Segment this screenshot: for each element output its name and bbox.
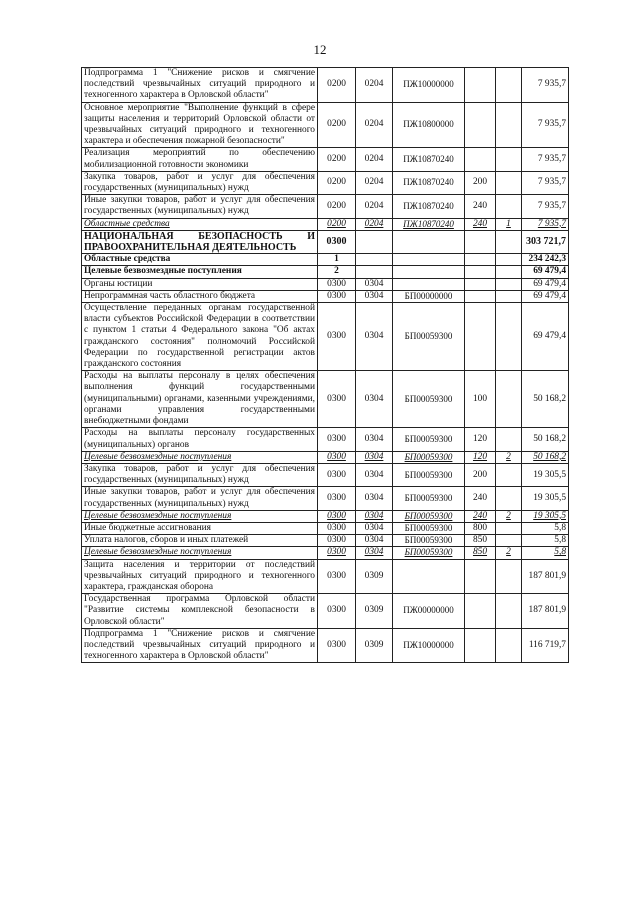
amount: 187 801,9	[522, 559, 569, 594]
row-name: Уплата налогов, сборов и иных платежей	[82, 535, 318, 547]
target-article-code: ПЖ10870240	[393, 148, 465, 171]
amount: 234 242,3	[522, 254, 569, 266]
table-row	[82, 290, 569, 302]
table-row	[82, 559, 569, 594]
expense-type-code	[465, 254, 496, 266]
source-code	[496, 463, 522, 486]
section-code: 0300	[318, 559, 356, 594]
subsection-code: 0304	[356, 510, 393, 522]
expense-type-code: 240	[465, 195, 496, 218]
source-code	[496, 195, 522, 218]
target-article-code: ПЖ10000000	[393, 68, 465, 103]
section-code: 0300	[318, 628, 356, 663]
section-code: 0300	[318, 290, 356, 302]
section-code: 0300	[318, 535, 356, 547]
target-article-code: БП00059300	[393, 547, 465, 559]
expense-type-code: 200	[465, 463, 496, 486]
expense-type-code	[465, 559, 496, 594]
row-name: Расходы на выплаты персоналу в целях обеспечения выполнения функций государственными (муниципальными) органами, казенными учреждениями, органами управления государственными внебюджетными фондами	[82, 371, 318, 428]
source-code	[496, 535, 522, 547]
amount: 5,8	[522, 522, 569, 534]
target-article-code: БП00059300	[393, 487, 465, 510]
subsection-code: 0204	[356, 148, 393, 171]
source-code	[496, 254, 522, 266]
target-article-code: БП00059300	[393, 371, 465, 428]
section-code: 0300	[318, 230, 356, 253]
row-name: Подпрограмма 1 "Снижение рисков и смягчение последствий чрезвычайных ситуаций природного и техногенного характера в Орловской области"	[82, 68, 318, 103]
subsection-code: 0304	[356, 371, 393, 428]
row-name: Непрограммная часть областного бюджета	[82, 290, 318, 302]
table-row	[82, 266, 569, 278]
row-name: НАЦИОНАЛЬНАЯ БЕЗОПАСНОСТЬ И ПРАВООХРАНИТЕЛЬНАЯ ДЕЯТЕЛЬНОСТЬ	[82, 230, 318, 253]
target-article-code: ПЖ10800000	[393, 102, 465, 148]
expense-type-code: 240	[465, 487, 496, 510]
source-code: 2	[496, 451, 522, 463]
amount: 69 479,4	[522, 303, 569, 371]
amount: 69 479,4	[522, 278, 569, 290]
expense-type-code: 240	[465, 218, 496, 230]
target-article-code: ПЖ00000000	[393, 594, 465, 629]
source-code: 2	[496, 547, 522, 559]
section-code: 0300	[318, 451, 356, 463]
target-article-code: ПЖ10870240	[393, 218, 465, 230]
table-row	[82, 547, 569, 559]
section-code: 0300	[318, 510, 356, 522]
table-row	[82, 68, 569, 103]
amount: 7 935,7	[522, 102, 569, 148]
source-code	[496, 428, 522, 451]
amount: 50 168,2	[522, 428, 569, 451]
expense-type-code: 120	[465, 428, 496, 451]
subsection-code: 0309	[356, 594, 393, 629]
subsection-code: 0204	[356, 68, 393, 103]
amount: 7 935,7	[522, 195, 569, 218]
table-row	[82, 371, 569, 428]
target-article-code	[393, 278, 465, 290]
target-article-code	[393, 254, 465, 266]
subsection-code: 0304	[356, 278, 393, 290]
source-code	[496, 487, 522, 510]
table-body	[82, 68, 569, 663]
row-name: Целевые безвозмездные поступления	[82, 547, 318, 559]
expense-type-code: 850	[465, 547, 496, 559]
row-name: Осуществление переданных органам государственной власти субъектов Российской Федерации в соответствии с пунктом 1 статьи 4 Федерального закона "Об актах гражданского состояния" полномочий Российской Федерации по государственной регистрации актов гражданского состояния	[82, 303, 318, 371]
expense-type-code	[465, 628, 496, 663]
section-code: 0200	[318, 171, 356, 194]
table-row	[82, 510, 569, 522]
row-name: Закупка товаров, работ и услуг для обеспечения государственных (муниципальных) нужд	[82, 171, 318, 194]
source-code	[496, 559, 522, 594]
table-row	[82, 463, 569, 486]
section-code: 0300	[318, 547, 356, 559]
subsection-code: 0304	[356, 547, 393, 559]
row-name: Иные закупки товаров, работ и услуг для обеспечения государственных (муниципальных) нужд	[82, 487, 318, 510]
expense-type-code	[465, 594, 496, 629]
table-row	[82, 522, 569, 534]
subsection-code: 0204	[356, 171, 393, 194]
table-row	[82, 102, 569, 148]
source-code	[496, 102, 522, 148]
row-name: Реализация мероприятий по обеспечению мобилизационной готовности экономики	[82, 148, 318, 171]
row-name: Органы юстиции	[82, 278, 318, 290]
table-row	[82, 171, 569, 194]
expense-type-code: 240	[465, 510, 496, 522]
target-article-code: БП00059300	[393, 428, 465, 451]
amount: 7 935,7	[522, 171, 569, 194]
amount: 5,8	[522, 547, 569, 559]
table-row	[82, 451, 569, 463]
source-code: 1	[496, 218, 522, 230]
target-article-code: БП00000000	[393, 290, 465, 302]
amount: 187 801,9	[522, 594, 569, 629]
expense-type-code: 800	[465, 522, 496, 534]
table-row	[82, 195, 569, 218]
table-row	[82, 254, 569, 266]
section-code: 0200	[318, 218, 356, 230]
amount: 116 719,7	[522, 628, 569, 663]
subsection-code: 0204	[356, 102, 393, 148]
source-code	[496, 594, 522, 629]
section-code: 0200	[318, 195, 356, 218]
target-article-code: БП00059300	[393, 451, 465, 463]
row-name: Государственная программа Орловской области "Развитие системы комплексной безопасности в Орловской области"	[82, 594, 318, 629]
subsection-code: 0304	[356, 463, 393, 486]
source-code	[496, 171, 522, 194]
table-row	[82, 594, 569, 629]
target-article-code: БП00059300	[393, 303, 465, 371]
subsection-code	[356, 254, 393, 266]
section-code: 0200	[318, 68, 356, 103]
table-row	[82, 487, 569, 510]
section-code: 0300	[318, 594, 356, 629]
subsection-code	[356, 266, 393, 278]
amount: 303 721,7	[522, 230, 569, 253]
target-article-code: БП00059300	[393, 522, 465, 534]
source-code	[496, 522, 522, 534]
target-article-code: ПЖ10870240	[393, 195, 465, 218]
row-name: Основное мероприятие "Выполнение функций в сфере защиты населения и территорий Орловской области от чрезвычайных ситуаций природного и техногенного характера и обеспечения пожарной безопасности"	[82, 102, 318, 148]
subsection-code: 0304	[356, 428, 393, 451]
amount: 7 935,7	[522, 68, 569, 103]
table-row	[82, 428, 569, 451]
amount: 19 305,5	[522, 510, 569, 522]
table-row	[82, 303, 569, 371]
source-code	[496, 371, 522, 428]
table-row	[82, 278, 569, 290]
expense-type-code	[465, 303, 496, 371]
section-code: 0300	[318, 428, 356, 451]
source-code: 2	[496, 510, 522, 522]
source-code	[496, 278, 522, 290]
expense-type-code	[465, 266, 496, 278]
section-code: 0300	[318, 278, 356, 290]
row-name: Закупка товаров, работ и услуг для обеспечения государственных (муниципальных) нужд	[82, 463, 318, 486]
source-code	[496, 290, 522, 302]
amount: 7 935,7	[522, 148, 569, 171]
row-name: Защита населения и территории от последствий чрезвычайных ситуаций природного и техногенного характера, гражданская оборона	[82, 559, 318, 594]
table-row	[82, 628, 569, 663]
target-article-code	[393, 559, 465, 594]
table-row	[82, 535, 569, 547]
section-code: 0300	[318, 463, 356, 486]
row-name: Расходы на выплаты персоналу государственных (муниципальных) органов	[82, 428, 318, 451]
table-row	[82, 148, 569, 171]
subsection-code: 0309	[356, 628, 393, 663]
target-article-code: БП00059300	[393, 535, 465, 547]
row-name: Целевые безвозмездные поступления	[82, 451, 318, 463]
expense-type-code	[465, 148, 496, 171]
row-name: Целевые безвозмездные поступления	[82, 510, 318, 522]
subsection-code: 0304	[356, 290, 393, 302]
source-code	[496, 266, 522, 278]
source-code	[496, 68, 522, 103]
row-name: Иные закупки товаров, работ и услуг для обеспечения государственных (муниципальных) нужд	[82, 195, 318, 218]
expense-type-code: 200	[465, 171, 496, 194]
subsection-code: 0304	[356, 303, 393, 371]
target-article-code: БП00059300	[393, 510, 465, 522]
amount: 19 305,5	[522, 487, 569, 510]
subsection-code: 0304	[356, 522, 393, 534]
expense-type-code	[465, 230, 496, 253]
row-name: Иные бюджетные ассигнования	[82, 522, 318, 534]
expense-type-code: 100	[465, 371, 496, 428]
section-code: 0300	[318, 303, 356, 371]
source-code	[496, 230, 522, 253]
target-article-code: БП00059300	[393, 463, 465, 486]
source-code	[496, 628, 522, 663]
subsection-code: 0304	[356, 451, 393, 463]
row-name: Подпрограмма 1 "Снижение рисков и смягчение последствий чрезвычайных ситуаций природного и техногенного характера в Орловской области"	[82, 628, 318, 663]
amount: 69 479,4	[522, 266, 569, 278]
amount: 19 305,5	[522, 463, 569, 486]
section-code: 0300	[318, 487, 356, 510]
section-code: 2	[318, 266, 356, 278]
section-code: 0300	[318, 522, 356, 534]
page-number: 12	[313, 42, 327, 57]
subsection-code: 0304	[356, 487, 393, 510]
amount: 50 168,2	[522, 371, 569, 428]
section-code: 1	[318, 254, 356, 266]
subsection-code: 0304	[356, 535, 393, 547]
row-name: Целевые безвозмездные поступления	[82, 266, 318, 278]
amount: 5,8	[522, 535, 569, 547]
section-code: 0300	[318, 371, 356, 428]
subsection-code: 0204	[356, 218, 393, 230]
section-code: 0200	[318, 148, 356, 171]
subsection-code	[356, 230, 393, 253]
amount: 50 168,2	[522, 451, 569, 463]
target-article-code: ПЖ10000000	[393, 628, 465, 663]
budget-table	[81, 67, 569, 663]
expense-type-code	[465, 68, 496, 103]
source-code	[496, 303, 522, 371]
expense-type-code	[465, 278, 496, 290]
row-name: Областные средства	[82, 218, 318, 230]
source-code	[496, 148, 522, 171]
target-article-code	[393, 266, 465, 278]
target-article-code	[393, 230, 465, 253]
subsection-code: 0204	[356, 195, 393, 218]
amount: 69 479,4	[522, 290, 569, 302]
row-name: Областные средства	[82, 254, 318, 266]
table-row	[82, 218, 569, 230]
expense-type-code: 850	[465, 535, 496, 547]
amount: 7 935,7	[522, 218, 569, 230]
expense-type-code: 120	[465, 451, 496, 463]
target-article-code: ПЖ10870240	[393, 171, 465, 194]
subsection-code: 0309	[356, 559, 393, 594]
table-row	[82, 230, 569, 253]
expense-type-code	[465, 290, 496, 302]
expense-type-code	[465, 102, 496, 148]
section-code: 0200	[318, 102, 356, 148]
